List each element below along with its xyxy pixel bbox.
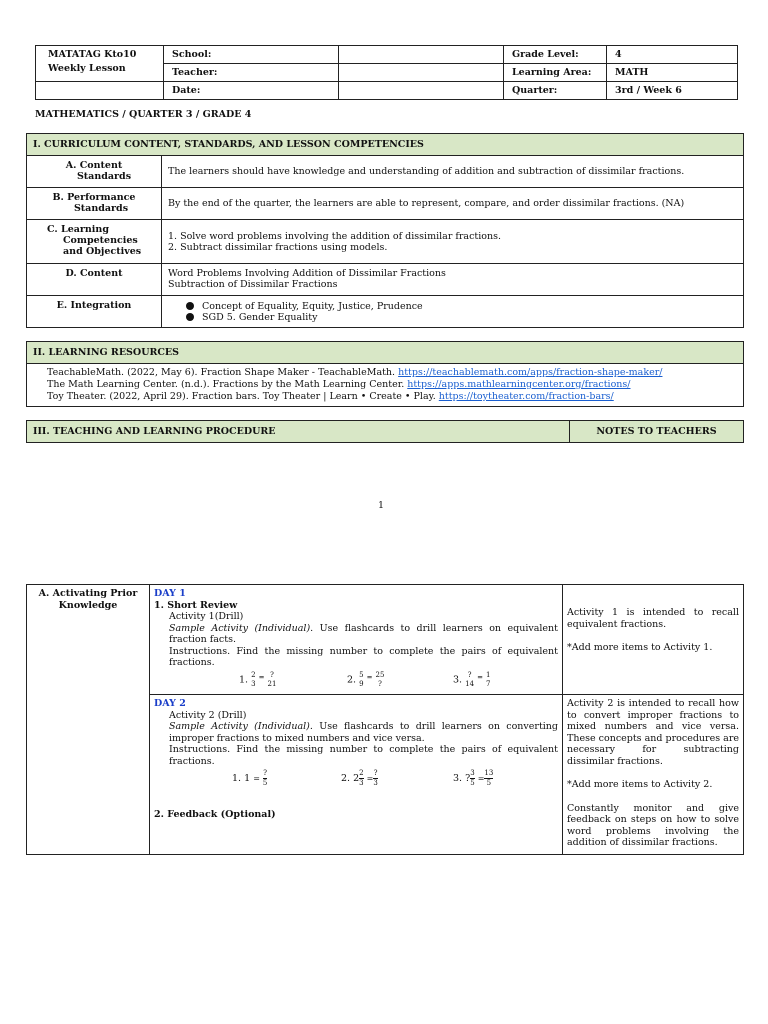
denominator: 7 [485,679,491,688]
performance-standards-label [27,188,162,220]
denominator: 3 [373,779,378,787]
notes-title: NOTES TO TEACHERS [570,421,744,443]
day1-tag: DAY 1 [154,588,186,599]
numerator: 1 [485,670,491,679]
competency-1: 1. Solve word problems involving the addition of dissimilar fractions. [168,230,502,242]
day2-cell [150,695,563,855]
resource-link[interactable]: https://apps.mathlearningcenter.org/fractions/ [407,379,631,390]
denominator: 5 [262,779,268,787]
school-label: School: [164,46,339,64]
denominator: 14 [465,679,475,688]
doc-title-line1: MATATAG Kto10 [48,49,137,60]
integration-item [168,301,737,312]
numerator: ? [270,670,274,679]
resource-text: The Math Learning Center. (n.d.). Fractions by the Math Learning Center. [47,379,405,390]
procedure-header-table [26,420,744,443]
sample-label: Sample Activity (Individual). [169,622,314,634]
note1-add: *Add more items to Activity 1. [567,642,713,653]
numerator: ? [263,769,268,777]
integration-item-text: SGD 5. Gender Equality [202,312,318,323]
denominator: 5 [470,779,475,787]
performance-standards-text: By the end of the quarter, the learners are able to represent, compare, and order dissimilar fractions. (NA) [162,188,744,220]
grade-label: Grade Level: [504,46,607,64]
denominator: ? [378,679,382,688]
curriculum-table [26,133,744,328]
whole-number: 2 [353,773,360,784]
integration-item [168,312,737,323]
note2-text: Activity 2 is intended to recall how to convert improper fractions to mixed numbers and vice versa. These concepts and procedures are necessary for subtracting dissimilar fractions. [567,698,739,767]
activity1-title: Activity 1(Drill) [169,611,244,622]
sample-text: Use flashcards to drill learners on converting improper fractions to mixed numbers and vice versa. [169,721,558,744]
denominator: 3 [359,779,364,787]
label-line: and Objectives [63,246,142,257]
activity2-item: 2. 2 $\frac{2}{3}$ = $\frac{?}{3}$ [341,769,378,787]
whole-number: ? [465,773,471,784]
content-line-1: Word Problems Involving Addition of Dissimilar Fractions [168,268,446,279]
integration-label: E. Integration [27,296,162,328]
header-table [35,45,738,100]
content-standards-label [27,156,162,188]
competency-2: 2. Subtract dissimilar fractions using models. [168,241,388,253]
feedback-heading: 2. Feedback (Optional) [154,809,276,820]
doc-title [36,46,164,82]
section2-title: II. LEARNING RESOURCES [27,342,744,364]
note1-text: Activity 1 is intended to recall equivalent fractions. [567,607,739,630]
resource-link[interactable]: https://toytheater.com/fraction-bars/ [438,391,614,402]
content-standards-text: The learners should have knowledge and understanding of addition and subtraction of dissimilar fractions. [162,156,744,188]
resources-list [27,364,744,407]
activity1-instructions: Instructions. Find the missing number to complete the pairs of equivalent fractions. [169,645,558,668]
numerator: 3 [470,769,475,777]
activity2-item: 1. 1 = $\frac{?}{5}$ [232,769,268,787]
quarter-label: Quarter: [504,82,607,100]
activity2-block [154,710,558,794]
content-text [162,264,744,296]
resource-ref-2 [47,379,743,391]
numerator: 25 [375,670,385,679]
doc-title-line2: Weekly Lesson [48,63,126,74]
teacher-label: Teacher: [164,64,339,82]
resource-ref-3 [47,391,743,403]
label-line: Standards [76,171,132,182]
resource-ref-1 [47,367,743,379]
denominator: 3 [251,679,256,688]
activity1-block [154,611,558,689]
activity2-items [169,767,558,793]
teacher-field[interactable] [339,64,504,82]
content-label: D. Content [27,264,162,296]
page-number: 1 [378,500,385,511]
item-number: 2. [347,674,357,685]
activity2-title: Activity 2 (Drill) [169,709,247,721]
bullet-icon [186,313,194,321]
denominator: 5 [486,779,492,787]
subject-subtitle: MATHEMATICS / QUARTER 3 / GRADE 4 [35,109,252,120]
procedure-table [26,584,744,855]
activity2-item: 3. ? $\frac{3}{5}$ = $\frac{13}{5}$ [453,769,494,787]
integration-item-text: Concept of Equality, Equity, Justice, Prudence [202,301,423,312]
date-field[interactable] [339,82,504,100]
item-number: 3. [453,773,463,784]
sample-label: Sample Activity (Individual). [169,721,313,732]
item-number: 3. [453,674,463,685]
numerator: 5 [359,670,364,679]
school-field[interactable] [339,46,504,64]
activity2-instructions: Instructions. Find the missing number to complete the pairs of equivalent fractions. [169,744,558,767]
activity1-sample [169,623,558,646]
bullet-icon [186,302,194,310]
label-line: B. Performance [52,192,136,203]
numerator: ? [467,670,472,679]
item-number: 1. [232,773,242,784]
short-review-heading: 1. Short Review [154,599,238,611]
denominator: 9 [359,679,364,688]
section1-title: I. CURRICULUM CONTENT, STANDARDS, AND LESSON COMPETENCIES [27,134,744,156]
label-line: A. Content [65,160,123,171]
numerator: 2 [251,670,256,679]
activity1-items [169,669,558,689]
numerator: 13 [484,769,494,777]
item-number: 2. [341,773,351,784]
label-line: A. Activating Prior [38,588,138,599]
label-line: Knowledge [58,600,118,611]
activity1-item: 3. ? 14 = 1 7 [453,670,491,688]
label-line: C. Learning [47,224,109,235]
note2-cell [563,695,744,855]
resource-text: Toy Theater. (2022, April 29). Fraction bars. Toy Theater | Learn • Create • Play. [47,391,436,402]
item-number: 1. [239,674,249,685]
activity2-sample [169,721,558,744]
quarter-value: 3rd / Week 6 [607,82,738,100]
grade-value: 4 [607,46,738,64]
resources-table [26,341,744,407]
note1-cell [563,585,744,695]
integration-list [162,296,744,328]
content-line-2: Subtraction of Dissimilar Fractions [168,279,338,290]
resource-text: TeachableMath. (2022, May 6). Fraction Shape Maker - TeachableMath. [47,367,396,378]
area-label: Learning Area: [504,64,607,82]
sample-text: Use flashcards to drill learners on equivalent fraction facts. [169,622,558,645]
competencies-label [27,220,162,264]
competencies-text [162,220,744,264]
denominator: 21 [267,679,277,688]
label-line: Standards [73,203,129,214]
label-line: Competencies [63,235,138,246]
resource-link[interactable]: https://teachablemath.com/apps/fraction-shape-maker/ [398,367,663,378]
activity1-item: 1. 2 3 = ? 21 [239,670,277,688]
note2-add: *Add more items to Activity 2. [567,779,713,790]
date-label: Date: [164,82,339,100]
numerator: 2 [359,769,364,777]
day2-tag: DAY 2 [154,698,186,709]
area-value: MATH [607,64,738,82]
activating-knowledge-label [27,585,150,855]
section3-title: III. TEACHING AND LEARNING PROCEDURE [27,421,570,443]
note3-text: Constantly monitor and give feedback on steps on how to solve word problems involving the addition of dissimilar fractions. [567,802,739,848]
numerator: ? [373,769,378,777]
whole-number: 1 [244,773,251,784]
activity1-item: 2. 5 9 = 25 ? [347,670,385,688]
day1-cell [150,585,563,695]
